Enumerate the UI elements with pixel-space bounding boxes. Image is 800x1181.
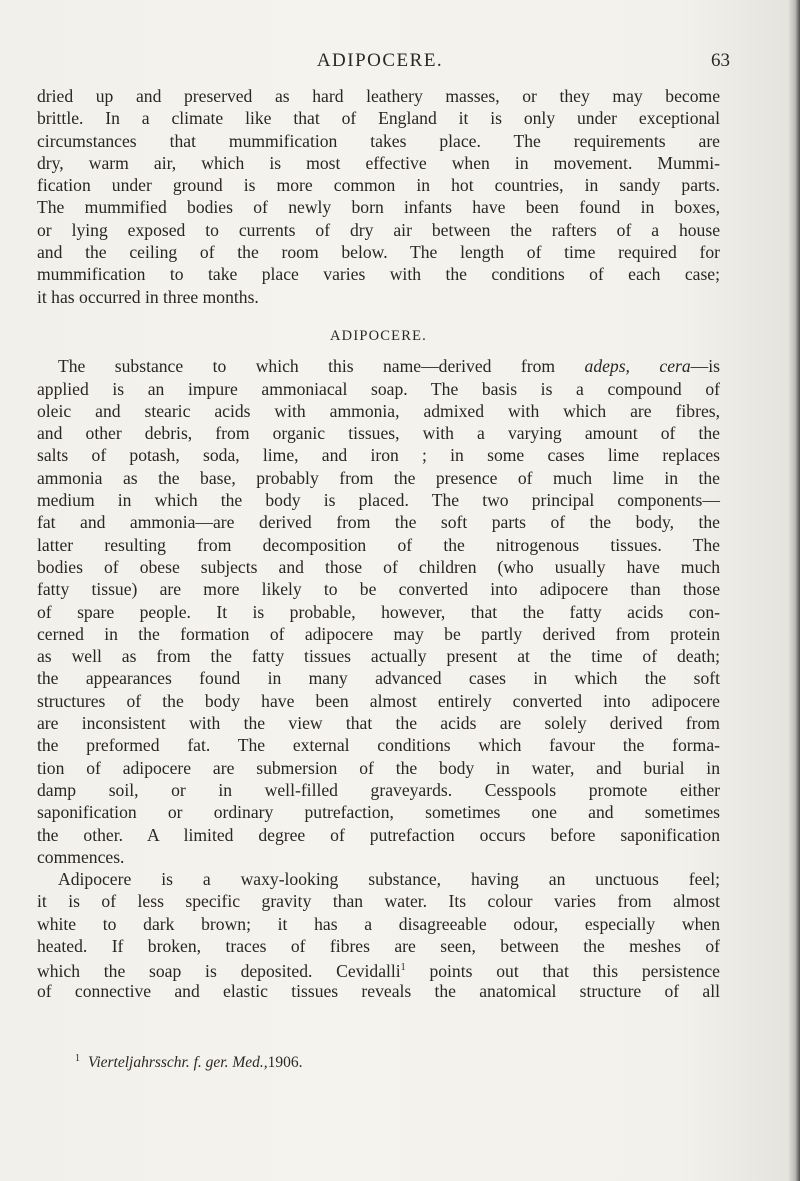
text-line: fatty tissue) are more likely to be converted into adipocere than those [37,579,720,600]
text-line: are inconsistent with the view that the acids are solely derived from [37,713,720,734]
text-line: cerned in the formation of adipocere may be partly derived from protein [37,623,720,644]
text-line: the preformed fat. The external conditions which favour the forma- [37,735,720,756]
text-line: and the ceiling of the room below. The length of time required for [37,242,720,263]
text-line: latter resulting from decomposition of the nitrogenous tissues. The [37,534,720,555]
text-line: it is of less specific gravity than water. Its colour varies from almost [37,891,720,912]
text-line: Adipocere is a waxy-looking substance, having an unctuous feel; [58,869,720,890]
text-line: white to dark brown; it has a disagreeable odour, especially when [37,913,720,934]
text-fragment: points out that this persistence [405,961,720,982]
text-line: dried up and preserved as hard leathery masses, or they may become [37,86,720,106]
text-line: dry, warm air, which is most effective when in movement. Mummi- [37,152,720,173]
text-fragment: which the soap is deposited. Cevidalli [37,961,401,982]
text-line: damp soil, or in well-filled graveyards. Cesspools promote either [37,779,720,800]
footnote-marker: 1 [75,1053,80,1064]
text-line: The mummified bodies of newly born infants have been found in boxes, [37,197,720,218]
text-line: oleic and stearic acids with ammonia, admixed with which are fibres, [37,400,720,421]
text-line: brittle. In a climate like that of England it is only under exceptional [37,108,720,129]
running-title: ADIPOCERE. [316,50,444,71]
footnote [75,1053,303,1072]
text-line: bodies of obese subjects and those of children (who usually have much [37,556,720,577]
text-line: fat and ammonia—are derived from the soft parts of the body, the [37,512,720,533]
text-line: the appearances found in many advanced cases in which the soft [37,668,720,689]
text-line: it has occurred in three months. [37,286,259,307]
section-heading: ADIPOCERE. [330,327,427,344]
text-line [37,957,720,982]
text-line: applied is an impure ammoniacal soap. The basis is a compound of [37,378,720,399]
text-line: fication under ground is more common in hot countries, in sandy parts. [37,175,720,196]
text-line: or lying exposed to currents of dry air between the rafters of a house [37,219,720,240]
text-line: heated. If broken, traces of fibres are seen, between the meshes of [37,935,720,956]
page-header [30,50,730,76]
text-line: saponification or ordinary putrefaction, sometimes one and sometimes [37,802,720,823]
text-line: salts of potash, soda, lime, and iron ; in some cases lime replaces [37,445,720,466]
text-line [37,355,720,377]
body-text [37,85,720,1002]
text-fragment: The substance to which this name—derived from [58,356,556,377]
latin-etymology: adeps, cera [584,356,691,377]
text-line: mummification to take place varies with the conditions of each case; [37,264,720,285]
footnote-reference: 1 [400,962,406,974]
text-line: of spare people. It is probable, however, that the fatty acids con- [37,601,720,622]
text-line: tion of adipocere are submersion of the body in water, and burial in [37,757,720,778]
text-line: and other debris, from organic tissues, with a varying amount of the [37,423,720,444]
text-line: medium in which the body is placed. The two principal components— [37,490,720,511]
footnote-year: 1906. [267,1054,303,1072]
text-line: as well as from the fatty tissues actually present at the time of death; [37,646,720,667]
page-number: 63 [711,50,730,71]
footnote-journal: Vierteljahrsschr. f. ger. Med., [88,1054,268,1072]
text-line: of connective and elastic tissues reveals the anatomical structure of all [37,980,720,1001]
text-line: ammonia as the base, probably from the presence of much lime in the [37,467,720,488]
page-edge-shadow [788,0,800,1181]
text-line: circumstances that mummification takes place. The requirements are [37,130,720,151]
text-line: structures of the body have been almost entirely converted into adipocere [37,690,720,711]
text-fragment: —is [690,356,720,377]
text-line: the other. A limited degree of putrefaction occurs before saponification [37,824,720,845]
text-line: commences. [37,846,125,867]
